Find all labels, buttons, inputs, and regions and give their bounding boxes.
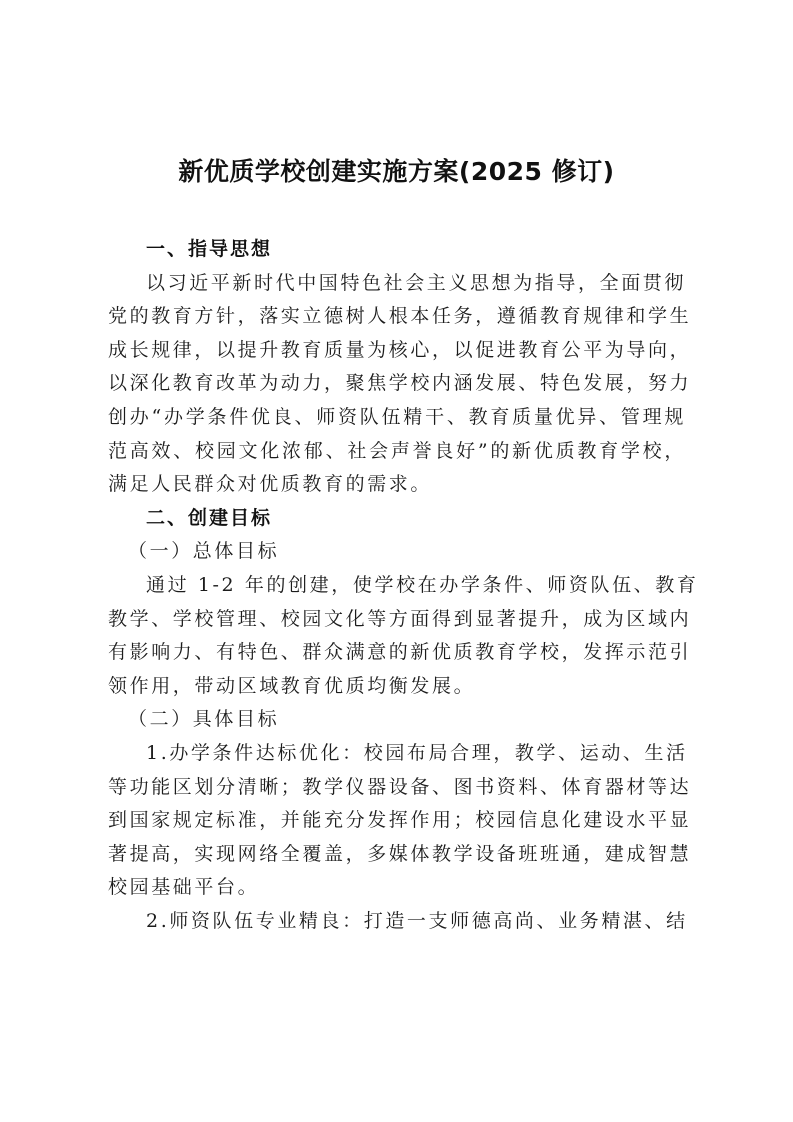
- paragraph-line: 通过 1-2 年的创建，使学校在办学条件、师资队伍、教育: [146, 573, 699, 596]
- subheading-overall-goal: （一）总体目标: [128, 540, 280, 563]
- document-body: [108, 233, 699, 938]
- paragraph-line: 以深化教育改革为动力，聚焦学校内涵发展、特色发展，努力: [108, 372, 692, 395]
- paragraph-line: 教学、学校管理、校园文化等方面得到显著提升，成为区域内: [108, 607, 692, 630]
- document-title: 新优质学校创建实施方案(2025 修订): [178, 157, 615, 186]
- paragraph-line: 领作用，带动区域教育优质均衡发展。: [108, 674, 476, 697]
- paragraph-line: 创办“办学条件优良、师资队伍精干、教育质量优异、管理规: [108, 405, 686, 428]
- paragraph-line: 2.师资队伍专业精良：打造一支师德高尚、业务精湛、结: [146, 909, 688, 932]
- paragraph-line: 到国家规定标准，并能充分发挥作用；校园信息化建设水平显: [108, 809, 692, 832]
- list-item-teaching-staff: [108, 905, 686, 939]
- paragraph-line: 满足人民群众对优质教育的需求。: [108, 473, 433, 496]
- paragraph-overall-goal: [108, 569, 699, 703]
- paragraph-line: 成长规律，以提升教育质量为核心，以促进教育公平为导向，: [108, 338, 692, 361]
- paragraph-line: 范高效、校园文化浓郁、社会声誉良好”的新优质教育学校，: [108, 439, 686, 462]
- list-item-school-conditions: [108, 737, 692, 905]
- section-heading-guiding-ideology: 一、指导思想: [146, 238, 273, 260]
- paragraph-line: 1.办学条件达标优化：校园布局合理，教学、运动、生活: [146, 741, 688, 764]
- paragraph-line: 党的教育方针，落实立德树人根本任务，遵循教育规律和学生: [108, 305, 692, 328]
- paragraph-line: 有影响力、有特色、群众满意的新优质教育学校，发挥示范引: [108, 641, 692, 664]
- paragraph-line: 校园基础平台。: [108, 876, 260, 899]
- section-heading-creation-goals: 二、创建目标: [146, 506, 273, 529]
- paragraph-line: 等功能区划分清晰；教学仪器设备、图书资料、体育器材等达: [108, 775, 692, 798]
- paragraph-line: 著提高，实现网络全覆盖，多媒体教学设备班班通，建成智慧: [108, 842, 692, 865]
- subheading-specific-goals: （二）具体目标: [128, 708, 280, 731]
- paragraph-guiding-ideology: [108, 267, 692, 502]
- paragraph-line: 以习近平新时代中国特色社会主义思想为指导，全面贯彻: [146, 271, 687, 294]
